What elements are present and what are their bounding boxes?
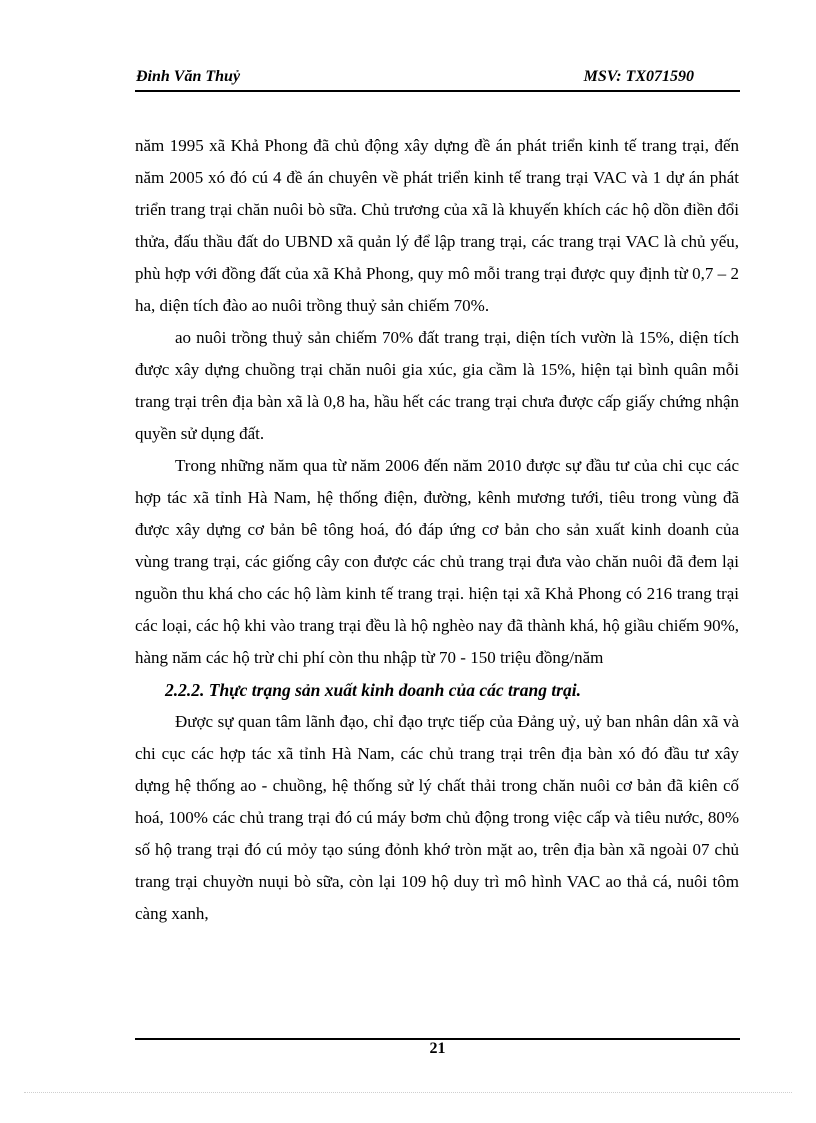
paragraph-1: năm 1995 xã Khả Phong đã chủ động xây dựng đề án phát triển kinh tế trang trại, đến năm 2005 xó đó cú 4 đề án chuyên về phát triển kinh tế trang trại VAC và 1 dự án phát triển trang trại chăn nuôi bò sữa. Chủ trương của xã là khuyến khích các hộ dồn điền đổi thửa, đấu thầu đất do UBND xã quản lý để lập trang trại, các trang trại VAC là chủ yếu, phù hợp với đồng đất của xã Khả Phong, quy mô mỗi trang trại được quy định từ 0,7 – 2 ha, diện tích đào ao nuôi trồng thuỷ sản chiếm 70%. <box>135 136 739 315</box>
page-header <box>135 66 740 92</box>
page-edge-divider <box>24 1092 792 1093</box>
paragraph-4: Được sự quan tâm lãnh đạo, chỉ đạo trực tiếp của Đảng uỷ, uỷ ban nhân dân xã và chi cục các hợp tác xã tỉnh Hà Nam, các chủ trang trại trên địa bàn xó đó đầu tư xây dựng hệ thống ao - chuồng, hệ thống sử lý chất thải trong chăn nuôi cơ bản đã kiên cố hoá, 100% các chủ trang trại đó cú máy bơm chủ động trong việc cấp và tiêu nước, 80% số hộ trang trại đó cú mỏy tạo súng đỏnh khớ tròn mặt ao, trên địa bàn xã ngoài 07 chủ trang trại chuyờn nuụi bò sữa, còn lại 109 hộ duy trì mô hình VAC ao thả cá, nuôi tôm càng xanh, <box>135 712 739 923</box>
student-id: MSV: TX071590 <box>583 68 694 85</box>
page-number: 21 <box>429 1040 446 1057</box>
author-name: Đinh Văn Thuỷ <box>136 68 241 85</box>
document-body <box>135 130 739 930</box>
section-heading: 2.2.2. Thực trạng sản xuất kinh doanh của các trang trại. <box>165 680 581 700</box>
paragraph-3: Trong những năm qua từ năm 2006 đến năm 2010 được sự đầu tư của chi cục các hợp tác xã tỉnh Hà Nam, hệ thống điện, đường, kênh mương tưới, tiêu trong vùng đã được xây dựng cơ bản bê tông hoá, đó đáp ứng cơ bản cho sản xuất kinh doanh của vùng trang trại, các giống cây con được các chủ trang trại đưa vào chăn nuôi đã đem lại nguồn thu khá cho các hộ làm kinh tế trang trại. hiện tại xã Khả Phong có 216 trang trại các loại, các hộ khi vào trang trại đều là hộ nghèo nay đã thành khá, hộ giầu chiếm 90%, hàng năm các hộ trừ chi phí còn thu nhập từ 70 - 150 triệu đồng/năm <box>135 456 739 667</box>
paragraph-2: ao nuôi trồng thuỷ sản chiếm 70% đất trang trại, diện tích vườn là 15%, diện tích được xây dựng chuồng trại chăn nuôi gia xúc, gia cầm là 15%, hiện tại bình quân mỗi trang trại trên địa bàn xã là 0,8 ha, hầu hết các trang trại chưa được cấp giấy chứng nhận quyền sử dụng đất. <box>135 328 739 443</box>
